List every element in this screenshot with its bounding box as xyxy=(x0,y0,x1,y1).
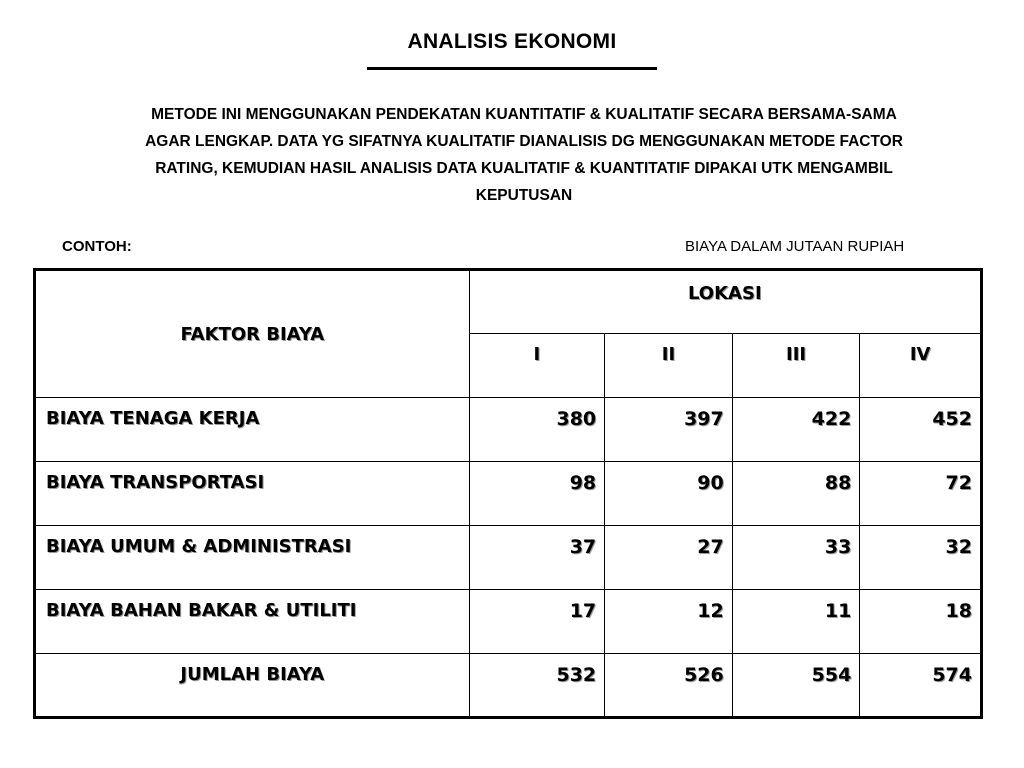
row-label: BIAYA TRANSPORTASI xyxy=(35,462,470,526)
location-header-2: II xyxy=(605,334,733,398)
row-label: BIAYA BAHAN BAKAR & UTILITI xyxy=(35,590,470,654)
table-row xyxy=(35,526,982,590)
location-header-1: I xyxy=(469,334,605,398)
table-cell: 72 xyxy=(860,462,982,526)
table-cell: 11 xyxy=(732,590,860,654)
row-label: BIAYA UMUM & ADMINISTRASI xyxy=(35,526,470,590)
table-header-row xyxy=(35,270,982,334)
table-total-row xyxy=(35,654,982,718)
table-row xyxy=(35,398,982,462)
description-line-3: RATING, KEMUDIAN HASIL ANALISIS DATA KUALITATIF & KUANTITATIF DIPAKAI UTK MENGAMBIL xyxy=(155,160,893,177)
table-cell: 397 xyxy=(605,398,733,462)
total-cell: 554 xyxy=(732,654,860,718)
table-cell: 422 xyxy=(732,398,860,462)
table-cell: 17 xyxy=(469,590,605,654)
description-line-2: AGAR LENGKAP. DATA YG SIFATNYA KUALITATIF DIANALISIS DG MENGGUNAKAN METODE FACTOR xyxy=(145,133,903,150)
example-label: CONTOH: xyxy=(62,238,132,255)
description-line-4: KEPUTUSAN xyxy=(475,187,573,204)
location-header-3: III xyxy=(732,334,860,398)
table-cell: 380 xyxy=(469,398,605,462)
table-row xyxy=(35,590,982,654)
title-underline xyxy=(367,67,657,70)
unit-note: BIAYA DALAM JUTAAN RUPIAH xyxy=(685,238,905,255)
table-cell: 90 xyxy=(605,462,733,526)
table-cell: 32 xyxy=(860,526,982,590)
header-factor-cell: FAKTOR BIAYA xyxy=(35,270,470,398)
total-cell: 532 xyxy=(469,654,605,718)
table-cell: 27 xyxy=(605,526,733,590)
table-cell: 18 xyxy=(860,590,982,654)
table-row xyxy=(35,462,982,526)
row-label: BIAYA TENAGA KERJA xyxy=(35,398,470,462)
table-cell: 37 xyxy=(469,526,605,590)
location-header-4: IV xyxy=(860,334,982,398)
table-cell: 12 xyxy=(605,590,733,654)
table-cell: 33 xyxy=(732,526,860,590)
header-location-cell: LOKASI xyxy=(469,270,981,334)
total-label: JUMLAH BIAYA xyxy=(35,654,470,718)
page-title: ANALISIS EKONOMI xyxy=(407,30,617,53)
table-cell: 452 xyxy=(860,398,982,462)
method-description xyxy=(50,101,998,209)
total-cell: 574 xyxy=(860,654,982,718)
description-line-1: METODE INI MENGGUNAKAN PENDEKATAN KUANTITATIF & KUALITATIF SECARA BERSAMA-SAMA xyxy=(151,106,897,123)
total-cell: 526 xyxy=(605,654,733,718)
table-cell: 98 xyxy=(469,462,605,526)
cost-factor-table xyxy=(33,268,983,719)
table-cell: 88 xyxy=(732,462,860,526)
